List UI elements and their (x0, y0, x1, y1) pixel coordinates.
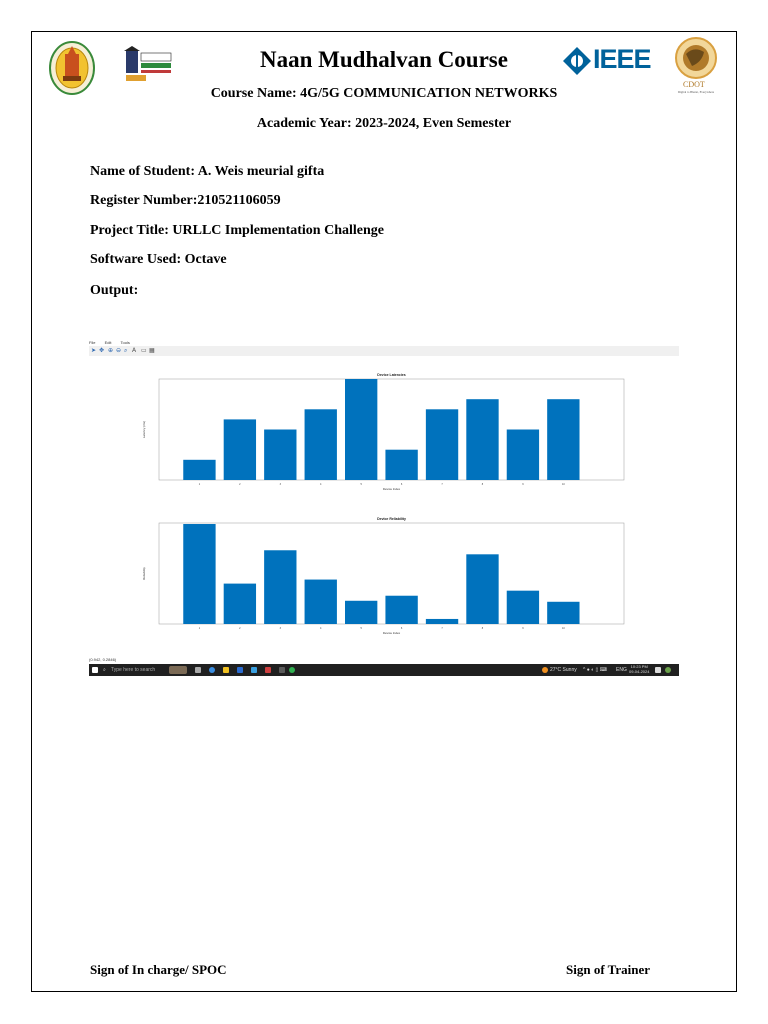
chart-1-x-tick-label: 5 (360, 483, 362, 486)
sign-incharge-label: Sign of In charge/ SPOC (90, 962, 227, 977)
chart-2-bar (507, 591, 539, 624)
chart-2-x-tick-label: 7 (441, 627, 443, 630)
zoom-icon[interactable]: ⌕ (124, 347, 128, 354)
clock-time: 10:23 PM (630, 664, 648, 669)
chart-1-bar (426, 409, 458, 480)
notification-icon[interactable] (655, 667, 661, 673)
chart-2-x-tick-label: 1 (198, 627, 201, 630)
figure-status-line: (0.942, 0.2846) (89, 657, 117, 662)
student-name: Name of Student: A. Weis meurial gifta (90, 164, 325, 179)
register-number: Register Number:210521106059 (90, 193, 281, 208)
course-name: Course Name: 4G/5G COMMUNICATION NETWORKS (210, 86, 558, 101)
chart-2-x-tick-label: 5 (360, 627, 362, 630)
chart-2-x-tick-label: 6 (400, 627, 403, 630)
task-view-icon[interactable] (195, 667, 201, 673)
chart-2-x-tick-label: 4 (320, 627, 322, 630)
insert-axes-icon[interactable]: ▭ (141, 347, 147, 354)
chart-1-bar (183, 460, 215, 480)
figure-toolbar (89, 346, 679, 356)
chart-1-x-tick-label: 8 (481, 483, 484, 486)
chart-2-bar (224, 584, 256, 624)
windows-taskbar (89, 664, 679, 676)
chart-1-x-tick-label: 7 (441, 483, 443, 486)
chart-2-title: Device Reliability (377, 517, 406, 521)
project-title: Project Title: URLLC Implementation Challenge (90, 223, 384, 238)
chart-2-ylabel: Reliability (142, 567, 146, 580)
chart-2-bar (426, 619, 458, 624)
chart-2-x-tick-label: 8 (481, 627, 484, 630)
chart-2-bar (345, 601, 377, 624)
chart-2-x-tick-label: 9 (522, 627, 524, 630)
chart-2-bar (547, 602, 579, 624)
zoom-out-icon[interactable]: ⊖ (116, 347, 122, 354)
chart-1-bar (345, 379, 377, 480)
output-label: Output: (90, 283, 139, 298)
chart-1-bar (507, 430, 539, 481)
chart-1-x-tick-label: 10 (561, 483, 565, 486)
whatsapp-icon[interactable] (289, 667, 295, 673)
chart-1-bar (224, 419, 256, 480)
pointer-icon[interactable]: ➤ (91, 347, 97, 354)
app-icon[interactable] (265, 667, 271, 673)
chart-1-bar (385, 450, 417, 480)
charts-area (89, 357, 679, 657)
zoom-in-icon[interactable]: ⊕ (108, 347, 114, 354)
cdot-logo-text: CDOT (683, 80, 705, 89)
page-title: Naan Mudhalvan Course (260, 47, 508, 72)
clock[interactable] (629, 664, 649, 674)
chart-1-bar (547, 399, 579, 480)
chart-2-bar (183, 524, 215, 624)
chart-2-bar (466, 554, 498, 624)
chart-1-x-tick-label: 1 (198, 483, 201, 486)
edge-icon[interactable] (209, 667, 215, 673)
search-icon[interactable]: ⌕ (103, 667, 106, 673)
chart-1-x-tick-label: 2 (239, 483, 241, 486)
ieee-logo-text: IEEE (593, 44, 651, 74)
taskbar-search-input[interactable]: Type here to search (111, 667, 156, 673)
menu-file[interactable]: File (89, 340, 96, 345)
chart-1-x-tick-label: 6 (400, 483, 403, 486)
pan-icon[interactable]: ✥ (99, 347, 105, 354)
chart-2-x-tick-label: 10 (561, 627, 565, 630)
chart-2-bar (305, 580, 337, 624)
store-icon[interactable] (251, 667, 257, 673)
chart-1-title: Device Latencies (377, 373, 406, 377)
software-used: Software Used: Octave (90, 252, 227, 267)
chart-1-bar (264, 430, 296, 481)
chart-2-xlabel: Device Index (382, 631, 401, 635)
chart-1-x-tick-label: 3 (279, 483, 281, 486)
weather-icon (542, 667, 548, 673)
chart-1-bar (466, 399, 498, 480)
mail-icon[interactable] (237, 667, 243, 673)
menu-tools[interactable]: Tools (120, 340, 130, 345)
language-indicator[interactable]: ENG (616, 667, 627, 673)
tray-icons[interactable]: ^ ● ◐ ▯ ⌨ (583, 667, 607, 673)
chart-1-bar (305, 409, 337, 480)
academic-year: Academic Year: 2023-2024, Even Semester (256, 116, 512, 131)
chart-2-bar (385, 596, 417, 624)
chart-1-ylabel: Latency (ms) (142, 420, 146, 439)
chart-2-bar (264, 550, 296, 624)
chart-1-xlabel: Device Index (382, 487, 401, 491)
search-highlight-image (169, 666, 187, 674)
cdot-tagline: Digital to Bharat, Everywhere (677, 90, 715, 94)
chart-1-x-tick-label: 9 (522, 483, 524, 486)
sign-trainer-label: Sign of Trainer (566, 962, 651, 977)
windows-start-icon[interactable] (92, 667, 98, 673)
menu-edit[interactable]: Edit (104, 340, 112, 345)
clock-date: 09-04-2024 (629, 669, 650, 674)
chart-2-x-tick-label: 3 (279, 627, 281, 630)
grid-icon[interactable]: ▦ (149, 347, 155, 354)
weather-text[interactable]: 27°C Sunny (550, 667, 577, 673)
file-explorer-icon[interactable] (223, 667, 229, 673)
tray-app-icon[interactable] (665, 667, 671, 673)
text-tool-icon[interactable]: A (132, 347, 137, 354)
octave-output-screenshot (89, 340, 679, 676)
octave-icon[interactable] (279, 667, 285, 673)
chart-2-x-tick-label: 2 (239, 627, 241, 630)
chart-1-x-tick-label: 4 (320, 483, 322, 486)
